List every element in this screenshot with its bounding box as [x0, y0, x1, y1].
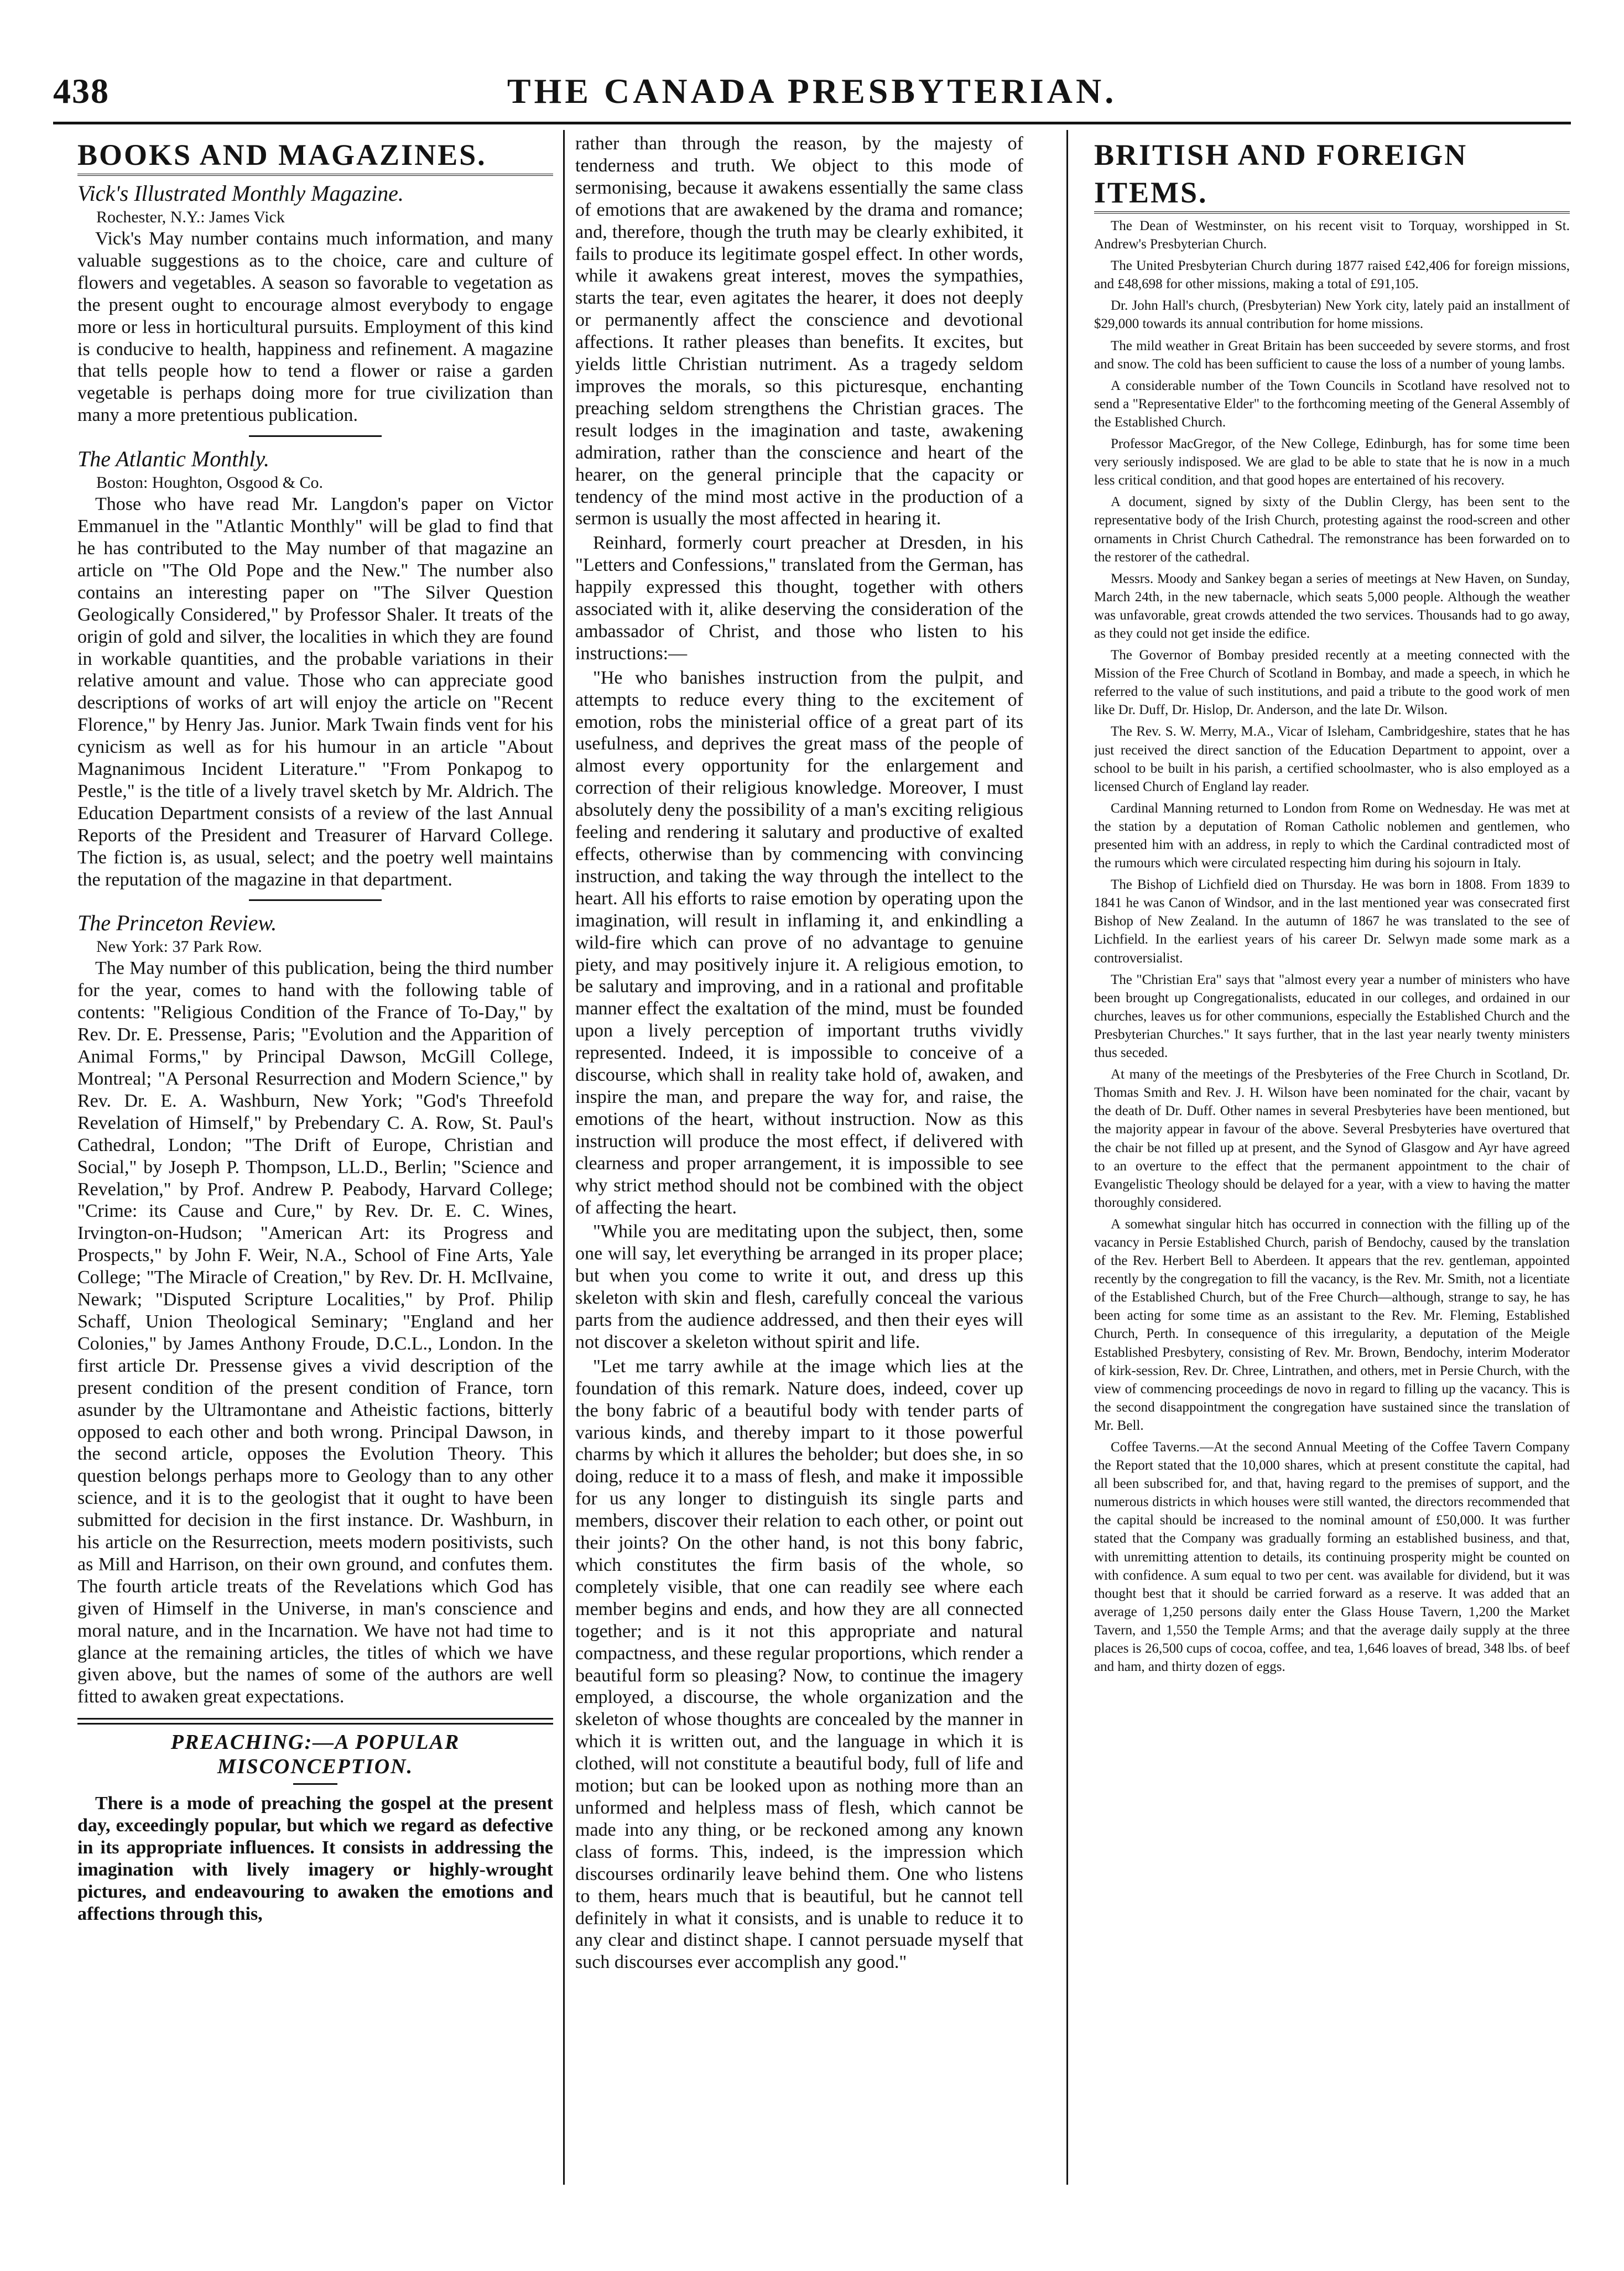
column-divider [1066, 130, 1068, 2185]
article-body-vick: Vick's May number contains much information, and many valuable suggestions as to the choice, care and culture of flowers and vegetables. A season so favorable to vegetation as the present ought to encourage almost everybody to engage more or less in horticultural pursuits. Employment of this kind is conducive to health, happiness and refinement. A magazine that tells people how to tend a flower or raise a garden vegetable is perhaps doing more for true civilization than many a more pretentious publication. [77, 228, 553, 426]
article-body-preaching-intro: There is a mode of preaching the gospel at the present day, exceedingly popular, but which we regard as defective in its appropriate influences. It consists in addressing the imagination with lively imagery or highly-wrought pictures, and endeavouring to awaken the emotions and affections through this, [77, 1793, 553, 1924]
article-source-vick: Rochester, N.Y.: James Vick [96, 208, 285, 226]
news-item: A considerable number of the Town Councils in Scotland have resolved not to send a "Representative Elder" to the forthcoming meeting of the General Assembly of the Established Church. [1094, 378, 1570, 430]
article-separator [249, 899, 382, 901]
preaching-paragraph: rather than through the reason, by the majesty of tenderness and truth. We object to this mode of sermonising, because it awakens essentially the same class of emotions that are awakened by the drama and romance; and, therefore, though the truth may be clearly exhibited, it fails to produce its legitimate gospel effect. In other words, while it awakens great interest, moves the sympathies, starts the tear, even agitates the hearer, it does not deeply or permanently affect the conscience and devotional affections. It rather pleases than benefits. It excites, but yields little Christian nutriment. As a tragedy seldom improves the morals, so this picturesque, enchanting preaching seldom strengthens the Christian graces. The result lodges in the imagination and taste, awakening admiration, rather than the conscience and heart of the hearer, on the general principle that the capacity or tendency of the mind most active in the production of a sermon is usually the most affected in hearing it. [575, 133, 1023, 529]
page-number: 438 [53, 71, 110, 111]
article-body-princeton: The May number of this publication, being the third number for the year, comes to hand with the following table of contents: "Religious Condition of the France of To-Day," by Rev. Dr. E. Pressense, Paris; "Evolution and the Apparition of Animal Forms," by Principal Dawson, McGill College, Montreal; "A Personal Resurrection and Modern Science," by Rev. Dr. E. A. Washburn, New York; "God's Threefold Revelation of Himself," by Prebendary C. A. Row, St. Paul's Cathedral, London; "The Drift of Europe, Christian and Social," by Joseph P. Thompson, LL.D., Berlin; "Science and Revelation," by Prof. Andrew P. Peabody, Harvard College; "Crime: its Cause and Cure," by Rev. Dr. E. C. Wines, Irvington-on-Hudson; "American Art: its Progress and Prospects," by John F. Weir, N.A., School of Fine Arts, Yale College; "The Miracle of Creation," by Rev. Dr. H. McIlvaine, Newark; "Disputed Scripture Localities," by Prof. Philip Schaff, Union Theological Seminary; "England and her Colonies," by James Anthony Froude, D.C.L., London. In the first article Dr. Pressense gives a vivid description of the present condition of the present condition of France, torn asunder by the Ultramontane and Atheistic factions, bitterly opposed to each other and both wrong. Principal Dawson, in the second article, opposes the Evolution Theory. This question belongs perhaps more to Geology than to any other science, and it is to the geologist that it ought to have been submitted for decision in the first instance. Dr. Washburn, in his article on the Resurrection, meets modern positivists, such as Mill and Harrison, on their own ground, and confutes them. The fourth article treats of the Revelations which God has given of Himself in the Universe, in man's conscience and moral nature, and in the Incarnation. We have not had time to glance at the remaining articles, the titles of which we have given above, but the names of some of the authors are well fitted to awaken great expectations. [77, 958, 553, 1707]
news-item: The mild weather in Great Britain has been succeeded by severe storms, and frost and snow. The cold has been sufficient to cause the loss of a number of young lambs. [1094, 338, 1570, 372]
news-item: At many of the meetings of the Presbyteries of the Free Church in Scotland, Dr. Thomas Smith and Rev. J. H. Wilson have been nominated for the chair, vacant by the death of Dr. Duff. Other names in several Presbyteries have been mentioned, but the majority appear in favour of the above. Several Presbyteries have overtured that the chair be not filled up at present, and the Synod of Glasgow and Ayr have agreed to an overture to the effect that the permanent appointment to the chair of Evangelistic Theology should be delayed for a year, with a view to having the matter thoroughly considered. [1094, 1067, 1570, 1210]
column-british-foreign-items [1094, 133, 1570, 2187]
section-heading-books: BOOKS AND MAGAZINES. [77, 136, 553, 176]
preaching-quotation: "While you are meditating upon the subject, then, some one will say, let everything be arranged in its proper place; but when you come to write it out, and dress up this skeleton with skin and flesh, carefully conceal the various parts from the audience addressed, and then their eyes will not discover a skeleton without spirit and life. [575, 1221, 1023, 1352]
news-item: Messrs. Moody and Sankey began a series of meetings at New Haven, on Sunday, March 24th, in the new tabernacle, which seats 5,000 people. Although the weather was unfavorable, great crowds attended the two services. Thousands had to go away, as they could not get inside the edifice. [1094, 571, 1570, 641]
article-body-atlantic: Those who have read Mr. Langdon's paper on Victor Emmanuel in the "Atlantic Monthly" will be glad to find that he has contributed to the May number of that magazine an article on "The Old Pope and the New." The number also contains an interesting paper on "The Silver Question Geologically Considered," by Professor Shaler. It treats of the origin of gold and silver, the localities in which they are found in workable quantities, and the probable variations in their relative amount and value. Those who can appreciate good descriptions of works of art will enjoy the article on "Recent Florence," by Henry Jas. Junior. Mark Twain finds vent for his cynicism as well as for his humour in an article "About Magnanimous Incident Literature." "From Ponkapog to Pestle," is the title of a lively travel sketch by Mr. Aldrich. The Education Department consists of a review of the last Annual Reports of the President and Treasurer of Harvard College. The fiction is, as usual, select; and the poetry well maintains the reputation of the magazine in that department. [77, 494, 553, 890]
preaching-quotation: "Let me tarry awhile at the image which lies at the foundation of this remark. Nature does, indeed, cover up the bony fabric of a beautiful body with tender parts of various kinds, and thereby impart to it those powerful charms by which it allures the beholder; but does she, in so doing, reduce it to a mass of flesh, and make it impossible for us any longer to distinguish its single parts and members, discover their relation to each other, or point out their joints? On the other hand, is not this bony fabric, which constitutes the firm basis of the whole, so completely visible, that one can readily see where each member begins and ends, and how they are all connected together; and is it not this appropriate and natural compactness, and these regular proportions, which render a beautiful form so pleasing? Now, to continue the imagery employed, a discourse, the whole organization and the skeleton of whose thoughts are concealed by the manner in which it is written out, and the language in which it is clothed, will not constitute a beautiful body, full of life and motion; but can be looked upon as nothing more than an unformed and helpless mass of flesh, which cannot be made into any thing, or be reckoned among any known class of forms. This, indeed, is the impression which discourses ordinarily leave behind them. One who listens to them, hears much that is beautiful, but he cannot tell definitely in what it consists, and is unable to reduce it to any clear and distinct shape. I cannot persuade myself that such discourses ever accomplish any good." [575, 1356, 1023, 1973]
preaching-paragraph: Reinhard, formerly court preacher at Dresden, in his "Letters and Confessions," translated from the German, has happily expressed this thought, together with others associated with it, alike deserving the consideration of the ambassador of Christ, and those who listen to his instructions:— [575, 533, 1023, 664]
news-item: Professor MacGregor, of the New College, Edinburgh, has for some time been very seriously indisposed. We are glad to be able to state that he is now in a much less critical condition, and that good hopes are entertained of his recovery. [1094, 436, 1570, 488]
news-item: Cardinal Manning returned to London from Rome on Wednesday. He was met at the station by a deputation of Roman Catholic noblemen and gentlemen, who presented him with an address, in reply to which the Cardinal contradicted most of the rumours which were circulated respecting him during his sojourn in Italy. [1094, 800, 1570, 871]
article-source-atlantic: Boston: Houghton, Osgood & Co. [96, 473, 324, 492]
masthead [53, 71, 1571, 117]
news-item: The Bishop of Lichfield died on Thursday. He was born in 1808. From 1839 to 1841 he was Canon of Windsor, and in the last mentioned year was consecrated first Bishop of New Zealand. In the autumn of 1867 he was translated to the see of Lichfield. In the earliest years of his career Dr. Selwyn made some mark as a controversialist. [1094, 877, 1570, 966]
news-item: Coffee Taverns.—At the second Annual Meeting of the Coffee Tavern Company the Report stated that the 10,000 shares, which at present constitute the capital, had all been subscribed for, and that, having regard to the premises of support, and the numerous districts in which houses were still wanted, the directors recommended that the capital should be increased to the nominal amount of £50,000. It was further stated that the Company was gradually forming an established business, and that, with unremitting attention to details, its continuing prosperity might be counted on with confidence. A sum equal to two per cent. was available for dividend, but it was thought best that it should be carried forward as a reserve. It was added that an average of 1,250 persons daily enter the Glass House Tavern, 1,200 the Market Tavern, and 1,550 the Temple Arms; and that the average daily supply at the three places is 26,500 cups of cocoa, coffee, and tea, 1,646 loaves of bread, 348 lbs. of beef and ham, and thirty dozen of eggs. [1094, 1440, 1570, 1675]
column-preaching-continued [575, 133, 1023, 2129]
journal-title: THE CANADA PRESBYTERIAN. [507, 71, 1117, 111]
news-item: A somewhat singular hitch has occurred in connection with the filling up of the vacancy in Persie Established Church, parish of Bendochy, caused by the translation of the Rev. Herbert Bell to Aberdeen. It appears that the rev. gentleman, appointed recently by the congregation to fill the vacancy, is the Rev. Mr. Smith, not a licentiate of the Established Church, but of the Free Church—although, strange to say, he has been acting for some time as an assistant to the Rev. Mr. Fleming, Established Church, Perth. In consequence of this irregularity, a deputation of the Meigle Established Presbytery, consisting of Rev. Mr. Brown, Bendochy, interim Moderator of kirk-session, Rev. Dr. Chree, Lintrathen, and others, met in Persie Church, with the view of commencing proceedings de novo in regard to filling up the vacancy. This is the second disappointment the congregation have sustained since the translation of Mr. Bell. [1094, 1216, 1570, 1433]
news-item: A document, signed by sixty of the Dublin Clergy, has been sent to the representative body of the Irish Church, protesting against the rood-screen and other ornaments in Christ Church Cathedral. The remonstrance has been forwarded on to the restorer of the cathedral. [1094, 494, 1570, 565]
column-divider [563, 130, 565, 2185]
news-item: The Dean of Westminster, on his recent visit to Torquay, worshipped in St. Andrew's Presbyterian Church. [1094, 218, 1570, 252]
section-separator [77, 1718, 553, 1725]
article-title-vick: Vick's Illustrated Monthly Magazine. [77, 181, 404, 206]
section-heading-british: BRITISH AND FOREIGN ITEMS. [1094, 136, 1570, 213]
column-books-and-magazines [77, 133, 553, 2187]
article-title-atlantic: The Atlantic Monthly. [77, 446, 270, 472]
preaching-quotation: "He who banishes instruction from the pulpit, and attempts to reduce every thing to the excitement of emotion, robs the ministerial office of a great part of its usefulness, and deprives the great mass of the people of almost every opportunity for the enlargement and correction of their religious knowledge. Moreover, I must absolutely deny the possibility of a man's exciting religious feeling and rendering it salutary and productive of exalted effects, otherwise than by commencing with convincing instruction, and taking the way through the intellect to the heart. All his efforts to raise emotion by operating upon the imagination, will result in inflaming it, and enkindling a wild-fire which can prove of no advantage to genuine piety, and may positively injure it. A religious emotion, to be salutary and improving, and in a rational and profitable manner effect the exaltation of the mind, must be founded upon a lively perception of important truths vividly represented. Indeed, it is impossible to conceive of a discourse, which shall in reality take hold of, awaken, and inspire the man, and prepare the way for, and raise, the emotions of the heart, without instruction. Now as this instruction will produce the most effect, if delivered with clearness and proper arrangement, it is impossible to see why strict method should not be combined with the object of affecting the heart. [575, 667, 1023, 1218]
news-item: The United Presbyterian Church during 1877 raised £42,406 for foreign missions, and £48,698 for other missions, making a total of £91,105. [1094, 258, 1570, 292]
article-title-preaching: PREACHING:—A POPULAR MISCONCEPTION. [170, 1731, 460, 1779]
news-item: The Rev. S. W. Merry, M.A., Vicar of Isleham, Cambridgeshire, states that he has just received the direct sanction of the Education Department to appoint, over a school to be built in his parish, a certified schoolmaster, who is also employed as a licensed Church of England lay reader. [1094, 724, 1570, 794]
article-source-princeton: New York: 37 Park Row. [96, 937, 262, 956]
title-rule [293, 1783, 337, 1785]
news-item: The Governor of Bombay presided recently at a meeting connected with the Mission of the Free Church of Scotland in Bombay, and made a speech, in which he referred to the value of such institutions, and paid a tribute to the good work of men like Dr. Duff, Dr. Hislop, Dr. Anderson, and the late Dr. Wilson. [1094, 648, 1570, 718]
news-item: The "Christian Era" says that "almost every year a number of ministers who have been brought up Congregationalists, educated in our colleges, and ordained in our churches, leaves us for other communions, especially the Established Church and the Presbyterian Churches." It says further, that in the last year nearly twenty ministers thus seceded. [1094, 972, 1570, 1061]
masthead-rule [53, 122, 1571, 124]
news-item: Dr. John Hall's church, (Presbyterian) New York city, lately paid an installment of $29,000 towards its annual contribution for home missions. [1094, 298, 1570, 332]
article-separator [249, 435, 382, 437]
article-title-princeton: The Princeton Review. [77, 910, 277, 936]
